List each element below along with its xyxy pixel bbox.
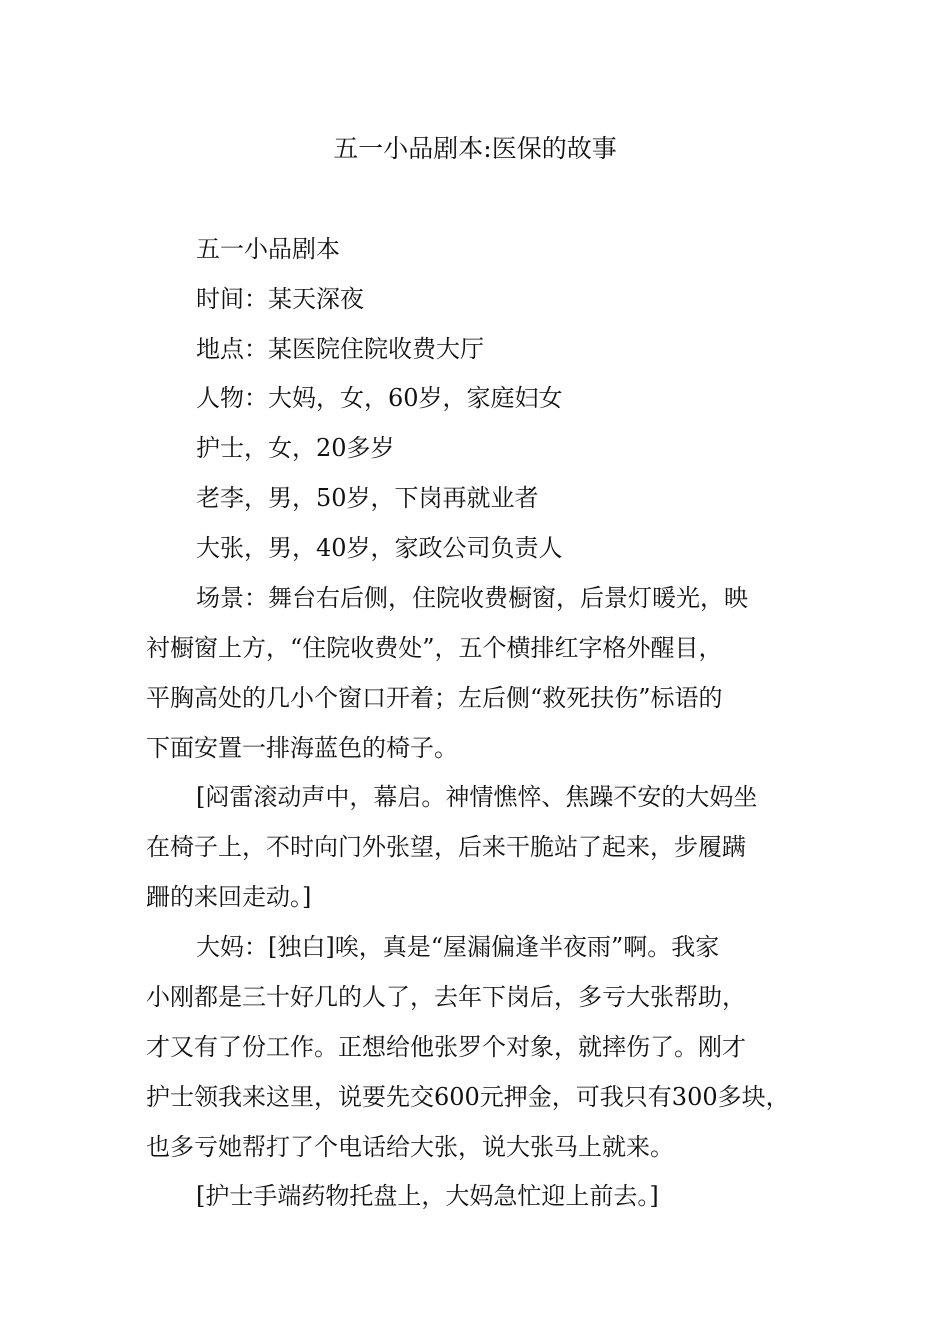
stage-direction-line: 跚的来回走动。] (146, 883, 312, 911)
scene-paragraph-line: 场景：舞台右后侧，住院收费橱窗，后景灯暖光，映 (196, 584, 748, 612)
stage-direction-line: 在椅子上，不时向门外张望，后来干脆站了起来，步履蹒 (146, 833, 746, 861)
heading-line: 五一小品剧本 (196, 235, 340, 263)
scene-paragraph-line: 下面安置一排海蓝色的椅子。 (146, 734, 458, 762)
document-title: 五一小品剧本:医保的故事 (333, 134, 617, 163)
monologue-line: 也多亏她帮打了个电话给大张，说大张马上就来。 (146, 1133, 674, 1161)
monologue-line: 小刚都是三十好几的人了，去年下岗后，多亏大张帮助， (146, 983, 746, 1011)
character-line: 老李，男，50岁，下岗再就业者 (196, 484, 539, 512)
stage-direction-line: [护士手端药物托盘上，大妈急忙迎上前去。] (196, 1182, 659, 1210)
stage-direction-line: [闷雷滚动声中，幕启。神情憔悴、焦躁不安的大妈坐 (196, 783, 758, 811)
character-line: 人物：大妈，女，60岁，家庭妇女 (196, 384, 563, 412)
monologue-line: 护士领我来这里，说要先交600元押金，可我只有300多块， (146, 1083, 790, 1111)
character-line: 护士，女，20多岁 (196, 434, 395, 462)
character-line: 大张，男，40岁，家政公司负责人 (196, 534, 563, 562)
scene-paragraph-line: 平胸高处的几小个窗口开着；左后侧“救死扶伤”标语的 (146, 684, 723, 712)
monologue-line: 大妈：[独白]唉，真是“屋漏偏逢半夜雨”啊。我家 (196, 933, 720, 961)
monologue-line: 才又有了份工作。正想给他张罗个对象，就摔伤了。刚才 (146, 1033, 746, 1061)
scene-paragraph-line: 衬橱窗上方，“住院收费处”，五个横排红字格外醒目， (146, 634, 723, 662)
time-line: 时间：某天深夜 (196, 285, 364, 313)
location-line: 地点：某医院住院收费大厅 (196, 335, 484, 363)
